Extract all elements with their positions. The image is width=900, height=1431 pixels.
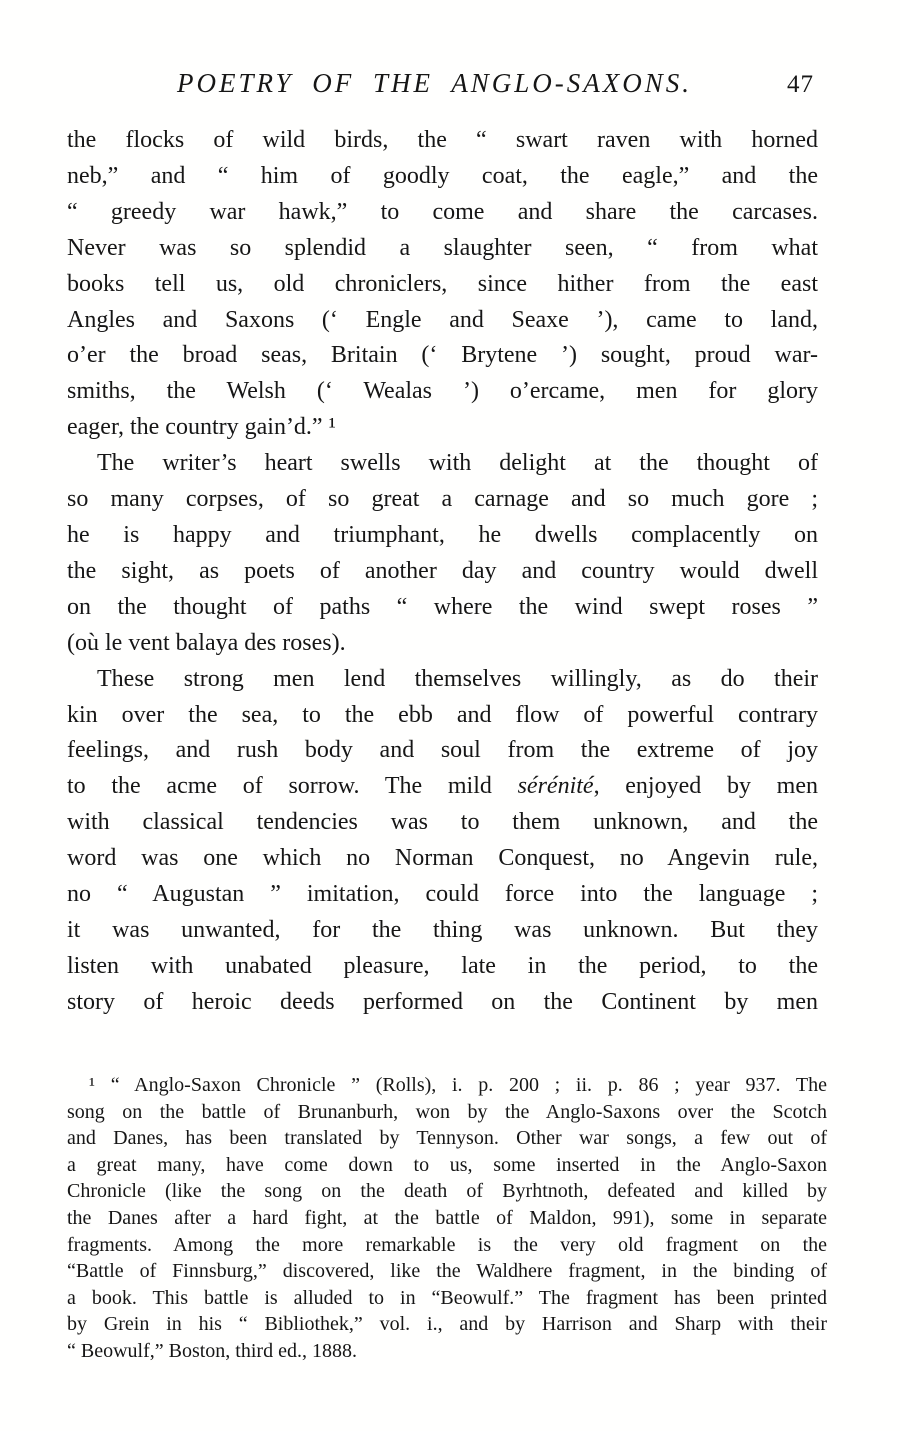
text-line: the flocks of wild birds, the “ swart raven with horned <box>67 127 818 153</box>
body-text <box>67 123 818 1021</box>
text-line: listen with unabated pleasure, late in the period, to the <box>67 952 818 979</box>
text-line: a book. This battle is alluded to in “Beowulf.” The fragment has been printed <box>67 1286 827 1309</box>
text-line: with classical tendencies was to them unknown, and the <box>67 809 818 836</box>
text-line: by Grein in his “ Bibliothek,” vol. i., and by Harrison and Sharp with their <box>67 1313 827 1336</box>
text-line: word was one which no Norman Conquest, no Angevin rule, <box>67 845 818 872</box>
text-line: “Battle of Finnsburg,” discovered, like the Waldhere fragment, in the binding of <box>67 1260 827 1283</box>
text-line: no “ Augustan ” imitation, could force into the language ; <box>67 881 818 908</box>
page-header <box>67 68 818 108</box>
text-line: and Danes, has been translated by Tennyson. Other war songs, a few out of <box>67 1127 827 1150</box>
text-line: Never was so splendid a slaughter seen, “ from what <box>67 234 818 261</box>
text-line: fragments. Among the more remarkable is the very old fragment on the <box>67 1233 827 1256</box>
text-line: song on the battle of Brunanburh, won by the Anglo-Saxons over the Scotch <box>67 1100 827 1123</box>
text-line: “ Beowulf,” Boston, third ed., 1888. <box>67 1339 357 1362</box>
running-title: POETRY OF THE ANGLO-SAXONS. <box>176 68 693 98</box>
text-line: to the acme of sorrow. The mild sérénité, enjoyed by men <box>67 773 818 800</box>
text-line: the Danes after a hard fight, at the battle of Maldon, 991), some in separate <box>67 1206 827 1229</box>
text-line: neb,” and “ him of goodly coat, the eagle,” and the <box>67 162 818 189</box>
text-line: The writer’s heart swells with delight at the thought of <box>97 450 818 477</box>
text-line: These strong men lend themselves willingly, as do their <box>97 665 818 692</box>
text-line: ¹ “ Anglo-Saxon Chronicle ” (Rolls), i. p. 200 ; ii. p. 86 ; year 937. The <box>89 1074 827 1096</box>
text-line: story of heroic deeds performed on the Continent by men <box>67 988 818 1015</box>
text-line: he is happy and triumphant, he dwells complacently on <box>67 521 818 548</box>
text-line: it was unwanted, for the thing was unknown. But they <box>67 916 818 943</box>
text-line: kin over the sea, to the ebb and flow of powerful contrary <box>67 701 818 728</box>
text-line: eager, the country gain’d.” ¹ <box>67 414 336 441</box>
text-line: (où le vent balaya des roses). <box>67 629 346 656</box>
text-line: so many corpses, of so great a carnage and so much gore ; <box>67 486 818 513</box>
footnote-paragraph <box>67 1072 827 1365</box>
paragraph <box>67 123 818 446</box>
footnote <box>67 1072 827 1365</box>
text-line: on the thought of paths “ where the wind swept roses ” <box>67 593 818 620</box>
text-line: feelings, and rush body and soul from the extreme of joy <box>67 737 818 764</box>
page-number: 47 <box>787 71 814 98</box>
paragraph <box>67 662 818 1021</box>
text-line: the sight, as poets of another day and country would dwell <box>67 557 818 584</box>
paragraph <box>67 446 818 661</box>
text-line: “ greedy war hawk,” to come and share the carcases. <box>67 198 818 225</box>
text-line: smiths, the Welsh (‘ Wealas ’) o’ercame, men for glory <box>67 378 818 405</box>
text-line: a great many, have come down to us, some inserted in the Anglo-Saxon <box>67 1153 827 1176</box>
text-line: Angles and Saxons (‘ Engle and Seaxe ’), came to land, <box>67 306 818 333</box>
text-line: books tell us, old chroniclers, since hither from the east <box>67 270 818 297</box>
text-line: o’er the broad seas, Britain (‘ Brytene ’) sought, proud war- <box>67 342 818 369</box>
text-line: Chronicle (like the song on the death of Byrhtnoth, defeated and killed by <box>67 1180 827 1203</box>
